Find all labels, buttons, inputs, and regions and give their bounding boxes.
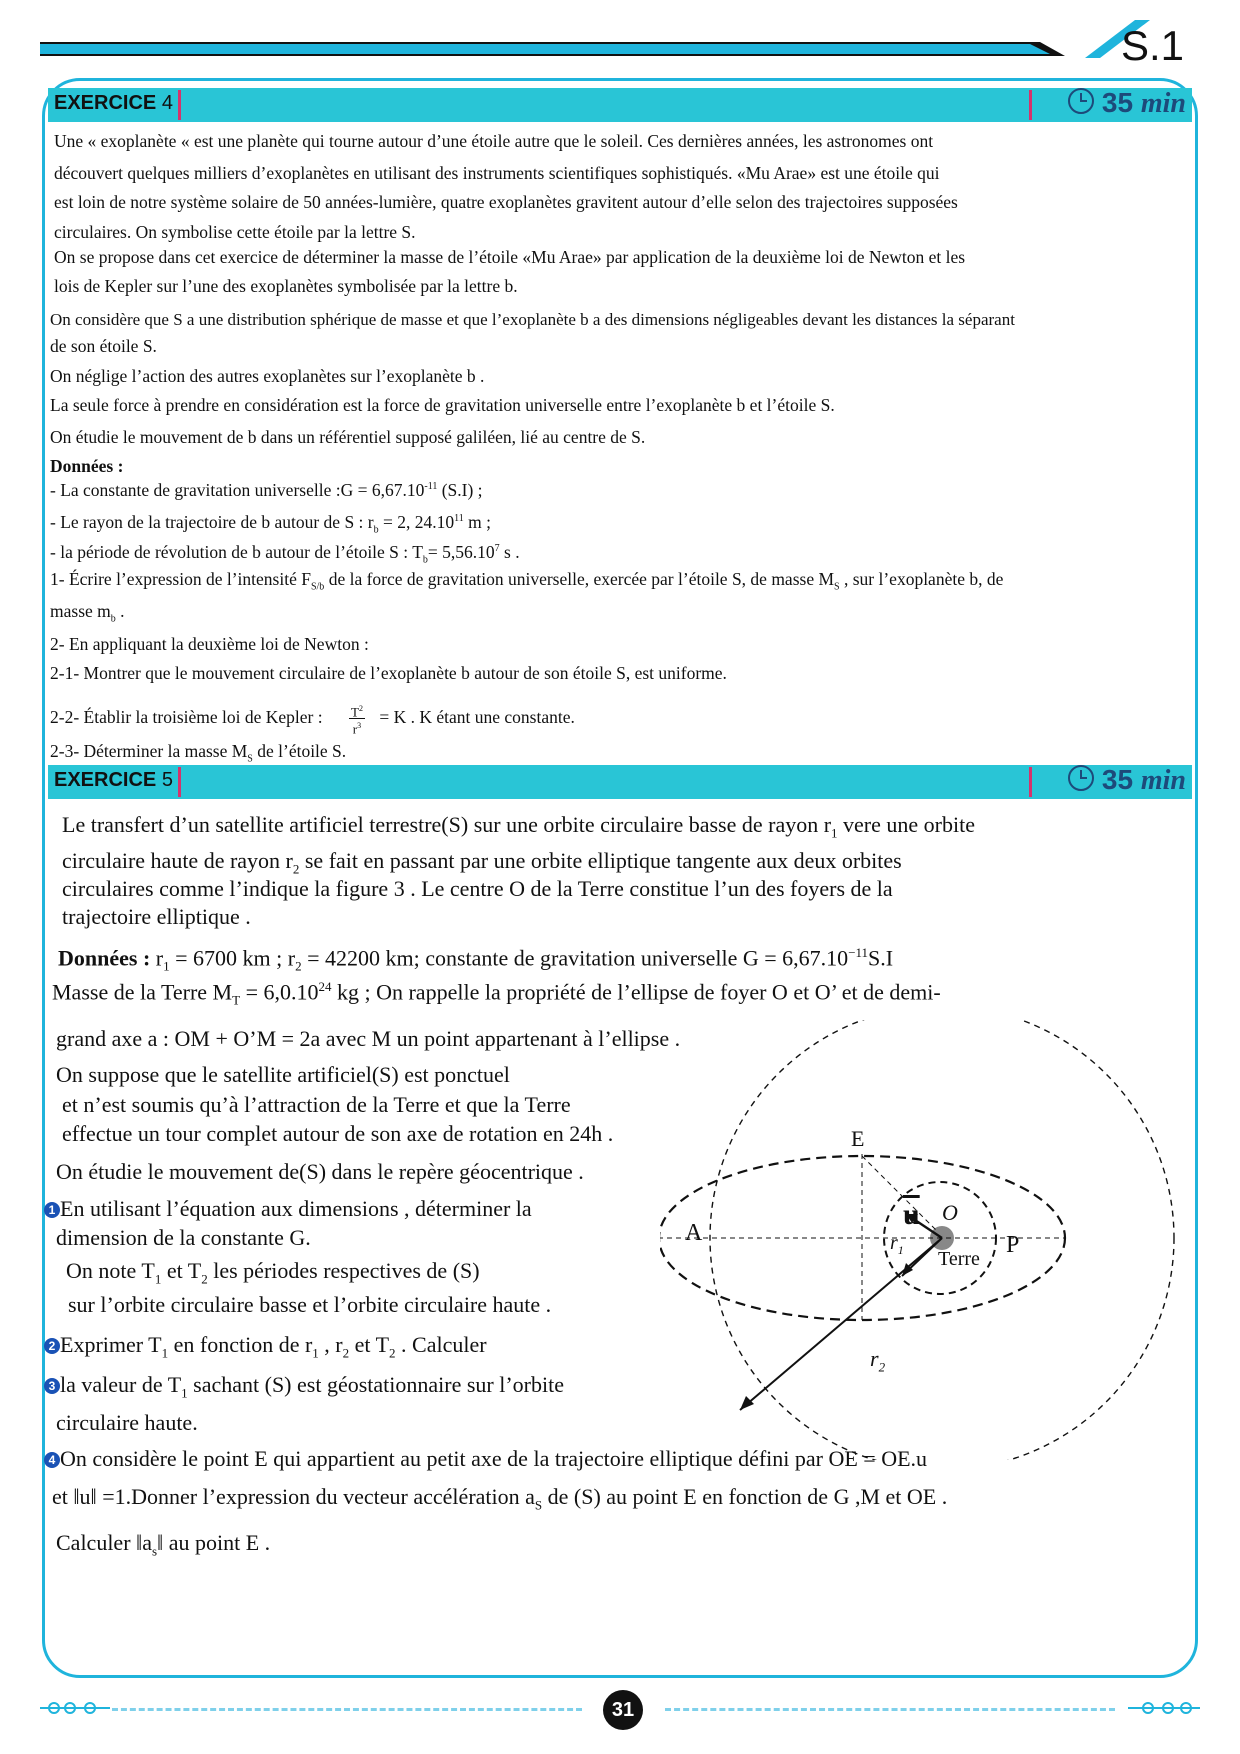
ex4-question-2-3: 2-3- Déterminer la masse $M_S$ de l’étoile S.: [50, 741, 347, 765]
ex5-line: On étudie le mouvement de(S) dans le repère géocentrique .: [56, 1159, 584, 1184]
ex4-line: On néglige l’action des autres exoplanètes sur l’exoplanète b .: [50, 366, 485, 386]
exercise-5-duration: 35 min: [1068, 764, 1186, 797]
e-to-o-line: [862, 1156, 938, 1232]
ex4-line: On considère que S a une distribution sphérique de masse et que l’exoplanète b a des dimensions négligeables devant les distances la séparant: [50, 310, 1015, 329]
exercise-4-header: [48, 88, 1192, 122]
ex5-question-1: 1 En utilisant l’équation aux dimensions , déterminer la: [44, 1196, 532, 1222]
ex4-line: On étudie le mouvement de b dans un référentiel supposé galiléen, lié au centre de S.: [50, 427, 646, 447]
ex5-line: trajectoire elliptique .: [62, 904, 251, 929]
label-terre: Terre: [938, 1248, 980, 1270]
exercise-5-header: [48, 765, 1192, 799]
label-r1: $r_1$: [890, 1232, 904, 1257]
ex5-line: circulaire haute de rayon $r_2$ se fait en passant par une orbite elliptique tangente aux deux orbites: [62, 848, 902, 877]
ex4-donnees-title: Données :: [50, 456, 124, 476]
ex4-line: lois de Kepler sur l’une des exoplanètes symbolisée par la lettre b.: [54, 276, 518, 296]
footer-dash-right: [665, 1708, 1115, 1711]
ex5-question-4: 4 On considère le point E qui appartient au petit axe de la trajectoire elliptique défini par OE = OE.u: [44, 1446, 927, 1472]
label-r2: $r_2$: [870, 1346, 886, 1375]
exercise-5-title: EXERCICE 5: [54, 769, 173, 791]
footer-ornament-right: [1128, 1698, 1200, 1718]
ex4-line: circulaires. On symbolise cette étoile par la lettre S.: [54, 222, 416, 242]
ex4-question-2: 2- En appliquant la deuxième loi de Newton :: [50, 634, 369, 654]
ex5-donnees: Données : $r_1 = 6700$ km ; $r_2 = 42200$ km; constante de gravitation universelle $G = 6,67.10^{-11}S.I$: [58, 945, 894, 974]
ex5-question-2: 2 Exprimer $T_1$ en fonction de $r_1$ , $r_2$ et $T_2$ . Calculer: [44, 1332, 487, 1366]
exercise-4-duration: 35 min: [1068, 87, 1186, 120]
exercise-4-title: EXERCICE 4: [54, 92, 173, 114]
ex5-line: circulaires comme l’indique la figure 3 . Le centre O de la Terre constitue l’un des foyers de la: [62, 876, 893, 901]
ex5-question-3: 3 la valeur de $T_1$ sachant (S) est géostationnaire sur l’orbite: [44, 1372, 564, 1406]
ex4-line: découvert quelques milliers d’exoplanètes en utilisant des instruments scientifiques sophistiqués. «Mu Arae» est une étoile qui: [54, 163, 940, 183]
ex5-line: effectue un tour complet autour de son axe de rotation en 24h .: [62, 1121, 614, 1146]
ex4-question-2-2: 2-2- Établir la troisième loi de Kepler : $\frac{T^2}{r^3}$ = K . K étant une constante.: [50, 704, 575, 737]
ex5-line: et n’est soumis qu’à l’attraction de la Terre et que la Terre: [62, 1092, 571, 1117]
label-P: P: [1006, 1232, 1020, 1258]
ex4-donnee: - La constante de gravitation universelle :G = $6,67.10^{-11}$ (S.I) ;: [50, 479, 483, 500]
page-number: 31: [603, 1690, 643, 1730]
section-label: S.1: [1120, 22, 1184, 69]
header-decoration: [0, 0, 1240, 80]
ex4-line: est loin de notre système solaire de 50 années-lumière, quatre exoplanètes gravitent autour d’elle selon des trajectoires supposées: [54, 192, 958, 212]
label-E: E: [851, 1126, 865, 1151]
footer-ornament-left: [40, 1698, 110, 1718]
ex4-line: Une « exoplanète « est une planète qui tourne autour d’une étoile autre que le soleil. Ces dernières années, les astronomes ont: [54, 131, 934, 151]
ex5-question-1-cont: dimension de la constante G.: [56, 1225, 311, 1250]
clock-icon: [1068, 765, 1094, 791]
ex4-line: On se propose dans cet exercice de déterminer la masse de l’étoile «Mu Arae» par application de la deuxième loi de Newton et les: [54, 247, 966, 267]
ex5-note: sur l’orbite circulaire basse et l’orbite circulaire haute .: [68, 1292, 552, 1317]
ex4-line: La seule force à prendre en considération est la force de gravitation universelle entre l’exoplanète b et l’étoile S.: [50, 395, 835, 415]
orbit-figure: [660, 1020, 1200, 1460]
ex5-question-4-cont: et ‖u‖ =1.Donner l’expression du vecteur accélération $a_S$ de (S) au point E en fonction de G ,M et OE .: [52, 1484, 948, 1513]
label-A: A: [685, 1220, 703, 1246]
ex5-masse: Masse de la Terre $M_T = 6,0.10^{24}$ kg ; On rappelle la propriété de l’ellipse de foyer O et O’ et de demi-: [52, 979, 941, 1008]
label-u: $\overline{u}$: [903, 1198, 920, 1231]
clock-icon: [1068, 88, 1094, 114]
footer-dash-left: [112, 1708, 582, 1711]
ex5-question-4-calc: Calculer $‖a_s‖$ au point E .: [56, 1530, 271, 1559]
ex5-note: On note $T_1$ et $T_2$ les périodes respectives de (S): [66, 1258, 480, 1287]
ex4-donnee: - la période de révolution de b autour de l’étoile S : $T_b= 5,56.10^7$ s .: [50, 541, 520, 566]
label-O: O: [942, 1200, 958, 1225]
ex4-donnee: - Le rayon de la trajectoire de b autour de S : $r_b = 2$, 24.10$^{11}$ m ;: [50, 511, 491, 536]
ex4-question-2-1: 2-1- Montrer que le mouvement circulaire de l’exoplanète b autour de son étoile S, est uniforme.: [50, 663, 727, 683]
ex5-line: On suppose que le satellite artificiel(S) est ponctuel: [56, 1062, 510, 1087]
r2-arrow: [740, 1238, 942, 1410]
ex5-question-3-cont: circulaire haute.: [56, 1410, 198, 1435]
ex4-question-1: 1- Écrire l’expression de l’intensité $F_{S/b}$ de la force de gravitation universelle, exercée par l’étoile S, de masse $M_S$ , sur l’exoplanète b, de: [50, 569, 1004, 593]
ex4-question-1-cont: masse $m_b$ .: [50, 601, 125, 625]
ex5-line: Le transfert d’un satellite artificiel terrestre(S) sur une orbite circulaire basse de rayon $r_1$ vere une orbite: [62, 812, 975, 841]
ex4-line: de son étoile S.: [50, 336, 157, 356]
ex5-line: grand axe a : OM + O’M = 2a avec M un point appartenant à l’ellipse .: [56, 1026, 681, 1051]
